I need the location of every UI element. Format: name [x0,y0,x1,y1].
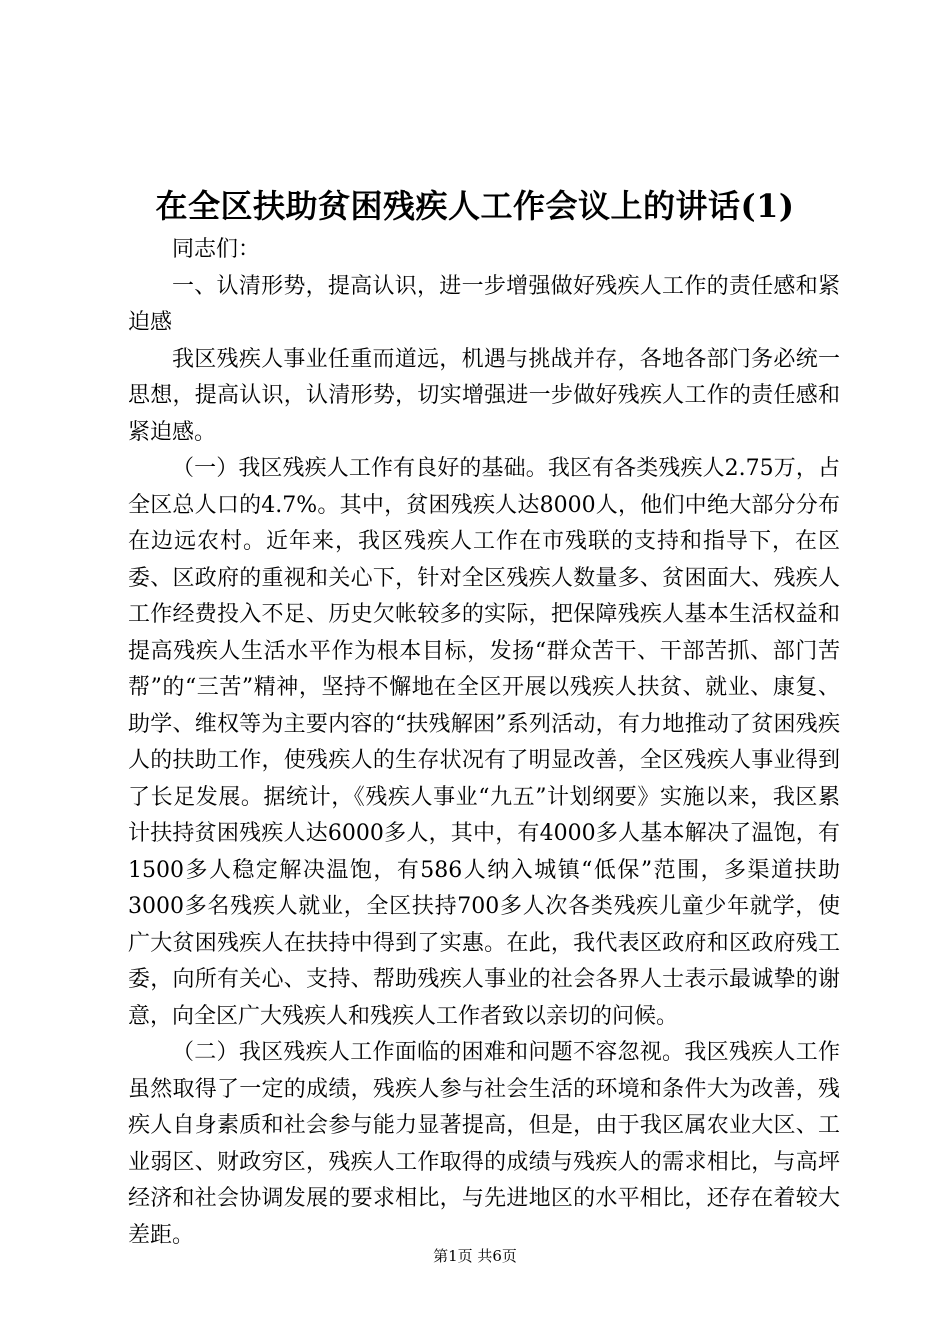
page-footer: 第1页 共6页 [433,1247,517,1265]
section-heading-1: 一、认清形势，提高认识，进一步增强做好残疾人工作的责任感和紧迫感 [128,273,840,335]
document-body [128,232,840,1254]
body-paragraph: （一）我区残疾人工作有良好的基础。我区有各类残疾人2.75万，占全区总人口的4.7%。其中，贫困残疾人达8000人，他们中绝大部分分布在边远农村。近年来，我区残疾人工作在市残联的支持和指导下，在区委、区政府的重视和关心下，针对全区残疾人数量多、贫困面大、残疾人工作经费投入不足、历史欠帐较多的实际，把保障残疾人基本生活权益和提高残疾人生活水平作为根本目标，发扬“群众苦干、干部苦抓、部门苦帮”的“三苦”精神，坚持不懈地在全区开展以残疾人扶贫、就业、康复、助学、维权等为主要内容的“扶残解困”系列活动，有力地推动了贫困残疾人的扶助工作，使残疾人的生存状况有了明显改善，全区残疾人事业得到了长足发展。据统计，《残疾人事业“九五”计划纲要》实施以来，我区累计扶持贫困残疾人达6000多人，其中，有4000多人基本解决了温饱，有1500多人稳定解决温饱，有586人纳入城镇“低保”范围，多渠道扶助3000多名残疾人就业，全区扶持700多人次各类残疾儿童少年就学，使广大贫困残疾人在扶持中得到了实惠。在此，我代表区政府和区政府残工委，向所有关心、支持、帮助残疾人事业的社会各界人士表示最诚挚的谢意，向全区广大残疾人和残疾人工作者致以亲切的问候。 [128,456,840,1029]
salutation-paragraph: 同志们： [172,237,261,262]
body-paragraph: （二）我区残疾人工作面临的困难和问题不容忽视。我区残疾人工作虽然取得了一定的成绩，残疾人参与社会生活的环境和条件大为改善，残疾人自身素质和社会参与能力显著提高，但是，由于我区属农业大区、工业弱区、财政穷区，残疾人工作取得的成绩与残疾人的需求相比，与高坪经济和社会协调发展的要求相比，与先进地区的水平相比，还存在着较大差距。 [128,1040,840,1248]
document-title: 在全区扶助贫困残疾人工作会议上的讲话(1) [155,187,795,225]
body-paragraph: 我区残疾人事业任重而道远，机遇与挑战并存，各地各部门务必统一思想，提高认识，认清形势，切实增强进一步做好残疾人工作的责任感和紧迫感。 [128,346,840,445]
